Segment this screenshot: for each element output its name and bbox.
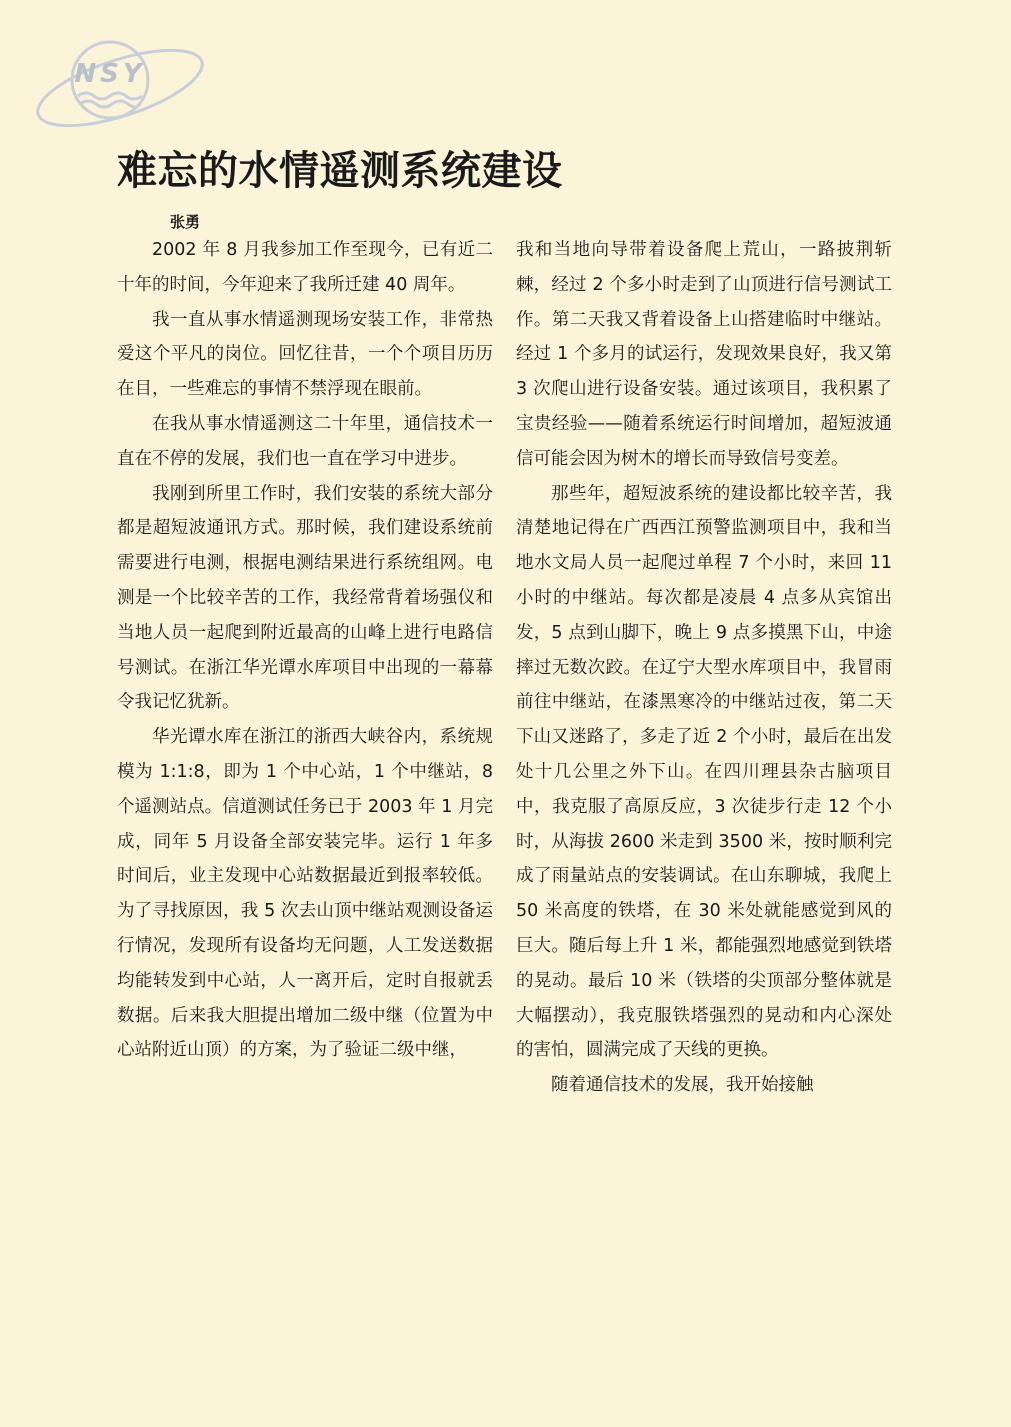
paragraph: 华光谭水库在浙江的浙西大峡谷内，系统规模为 1:1:8，即为 1 个中心站，1 个中继站，8 个遥测站点。信道测试任务已于 2003 年 1 月完成，同年 5 月设备全部安装完毕。运行 1 年多时间后，业主发现中心站数据最近到报率较低。为了寻找原因，我 5 次去山顶中继站观测设备运行情况，发现所有设备均无问题，人工发送数据均能转发到中心站，人一离开后，定时自报就丢数据。后来我大胆提出增加二级中继（位置为中心站附近山顶）的方案，为了验证二级中继， [117, 727, 493, 1061]
paragraph: 我一直从事水情遥测现场安装工作，非常热爱这个平凡的岗位。回忆往昔，一个个项目历历在目，一些难忘的事情不禁浮现在眼前。 [117, 309, 493, 400]
paragraph-continued: 我和当地向导带着设备爬上荒山，一路披荆斩棘，经过 2 个多小时走到了山顶进行信号测试工作。第二天我又背着设备上山搭建临时中继站。经过 1 个多月的试运行，发现效果良好，我又第 3 次爬山进行设备安装。通过该项目，我积累了宝贵经验——随着系统运行时间增加，超短波通信可能会因为树木的增长而导致信号变差。 [516, 240, 892, 469]
paragraph: 在我从事水情遥测这二十年里，通信技术一直在不停的发展，我们也一直在学习中进步。 [117, 413, 493, 469]
article-column-right [516, 233, 892, 1103]
article-title: 难忘的水情遥测系统建设 [117, 147, 563, 194]
paragraph: 那些年，超短波系统的建设都比较辛苦，我清楚地记得在广西西江预警监测项目中，我和当地水文局人员一起爬过单程 7 个小时，来回 11 小时的中继站。每次都是凌晨 4 点多从宾馆出发，5 点到山脚下，晚上 9 点多摸黑下山，中途摔过无数次跤。在辽宁大型水库项目中，我冒雨前往中继站，在漆黑寒冷的中继站过夜，第二天下山又迷路了，多走了近 2 个小时，最后在出发处十几公里之外下山。在四川理县杂古脑项目中，我克服了高原反应，3 次徒步行走 12 个小时，从海拔 2600 米走到 3500 米，按时顺利完成了雨量站点的安装调试。在山东聊城，我爬上 50 米高度的铁塔，在 30 米处就能感觉到风的巨大。随后每上升 1 米，都能强烈地感觉到铁塔的晃动。最后 10 米（铁塔的尖顶部分整体就是大幅摆动），我克服铁塔强烈的晃动和内心深处的害怕，圆满完成了天线的更换。 [516, 483, 892, 1061]
logo-text: NSY [74, 59, 146, 89]
nsy-logo [30, 30, 210, 140]
article-column-left [117, 233, 493, 1068]
paragraph: 随着通信技术的发展，我开始接触 [551, 1075, 814, 1096]
paragraph: 我刚到所里工作时，我们安装的系统大部分都是超短波通讯方式。那时候，我们建设系统前需要进行电测，根据电测结果进行系统组网。电测是一个比较辛苦的工作，我经常背着场强仪和当地人员一起爬到附近最高的山峰上进行电路信号测试。在浙江华光谭水库项目中出现的一幕幕令我记忆犹新。 [117, 483, 493, 713]
article-author: 张勇 [170, 213, 201, 231]
paragraph: 2002 年 8 月我参加工作至现今，已有近二十年的时间，今年迎来了我所迁建 40 周年。 [117, 240, 493, 295]
